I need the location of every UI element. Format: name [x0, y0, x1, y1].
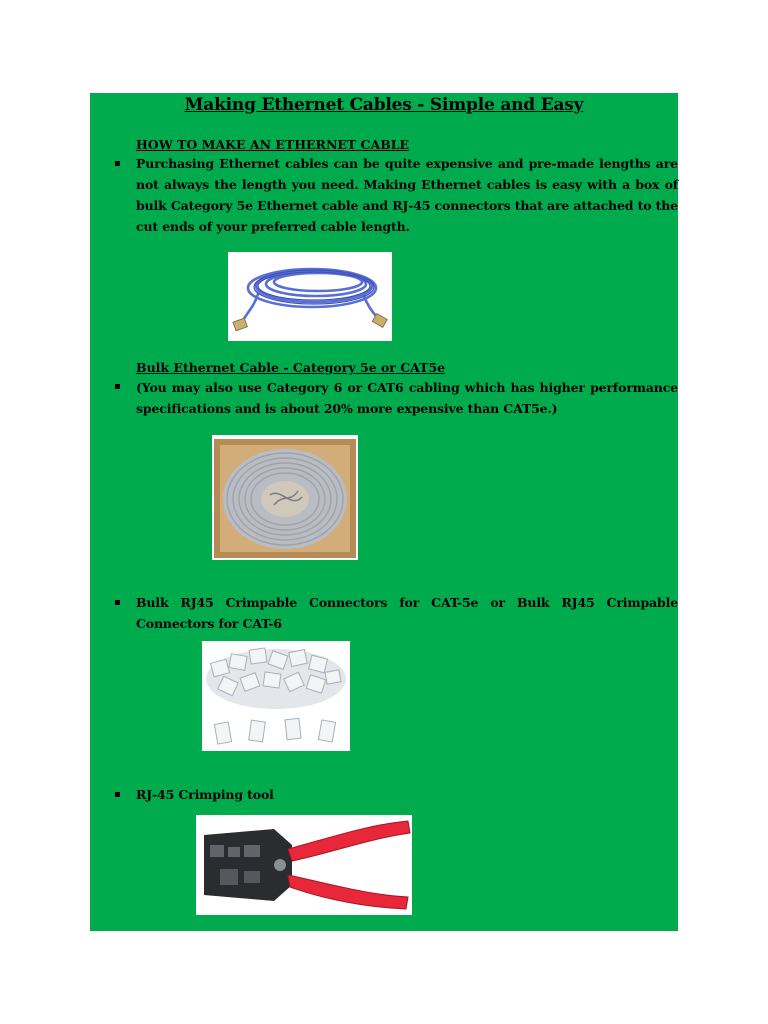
- document-title: Making Ethernet Cables - Simple and Easy: [184, 95, 584, 115]
- rj45-connectors-image: [202, 641, 350, 751]
- cat6-paragraph: (You may also use Category 6 or CAT6 cabling which has higher performance specifications and is about 20% more expensive than CAT5e.): [136, 380, 678, 416]
- bullet-icon: ▪: [114, 789, 121, 800]
- bullet-icon: ▪: [114, 158, 121, 169]
- document-page: [90, 93, 678, 931]
- bullet-icon: ▪: [114, 597, 121, 608]
- crimping-tool-label: RJ-45 Crimping tool: [136, 787, 274, 802]
- section-heading-bulk-cable: Bulk Ethernet Cable - Category 5e or CAT5e: [136, 360, 446, 375]
- blue-ethernet-cable-image: [228, 252, 392, 341]
- crimping-tool-image: [196, 815, 412, 915]
- section-heading-how-to: HOW TO MAKE AN ETHERNET CABLE: [136, 137, 410, 152]
- bullet-icon: ▪: [114, 381, 121, 392]
- connectors-paragraph: Bulk RJ45 Crimpable Connectors for CAT-5e or Bulk RJ45 Crimpable Connectors for CAT-6: [136, 595, 678, 631]
- intro-paragraph: Purchasing Ethernet cables can be quite expensive and pre-made lengths are not always the length you need. Making Ethernet cables is easy with a box of bulk Category 5e Ethernet cable and RJ-45 connectors that are attached to the cut ends of your preferred cable length.: [136, 156, 678, 234]
- bulk-cable-box-image: [212, 435, 358, 560]
